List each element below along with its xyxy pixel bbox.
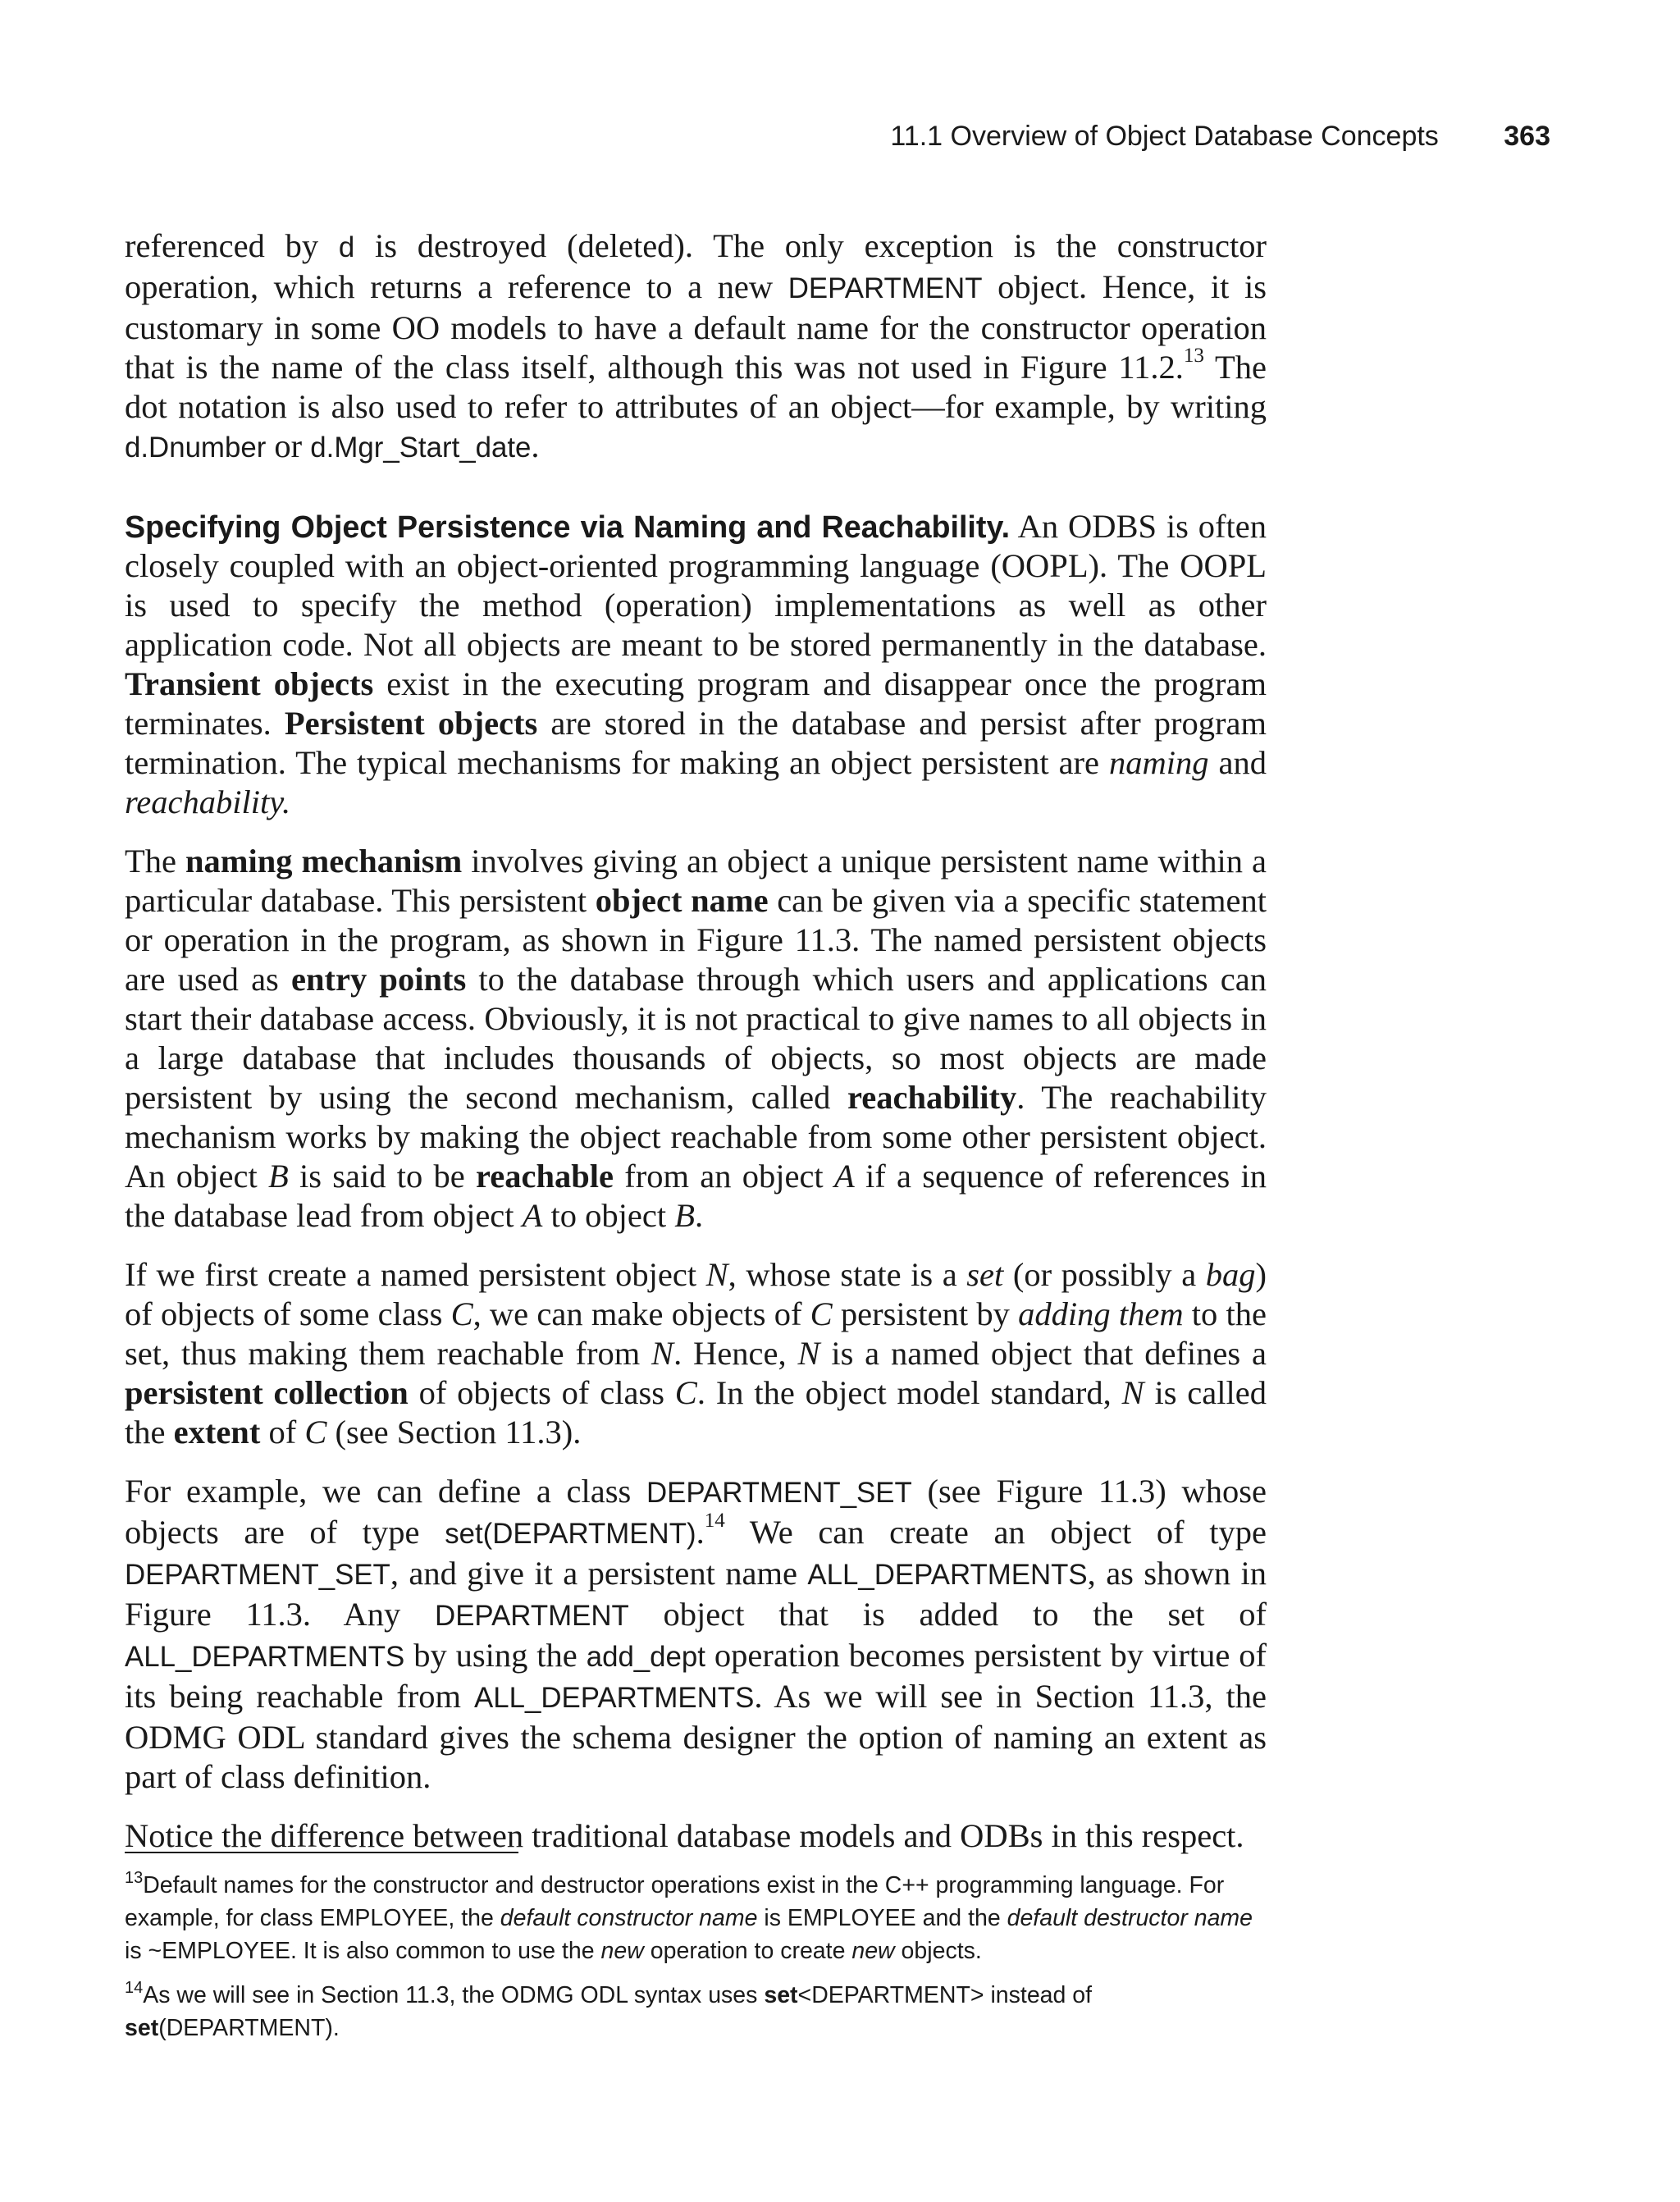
text: persistent by bbox=[832, 1295, 1019, 1332]
italic-term: A bbox=[833, 1158, 855, 1195]
page-number: 363 bbox=[1504, 121, 1550, 152]
italic-term: C bbox=[674, 1374, 697, 1411]
text: ) of objects of some class bbox=[125, 1256, 1267, 1332]
footnotes bbox=[125, 1869, 1267, 2056]
text: is said to be bbox=[288, 1158, 477, 1195]
italic-term: adding them bbox=[1018, 1295, 1184, 1332]
footnote-divider bbox=[125, 1852, 518, 1853]
bold-term: set bbox=[125, 2015, 159, 2041]
text: . In the object model standard, bbox=[696, 1374, 1122, 1411]
text: (see Section 11.3). bbox=[326, 1414, 582, 1450]
bold-term: Persistent objects bbox=[284, 705, 538, 742]
code-term: set(DEPARTMENT) bbox=[445, 1518, 696, 1550]
text: Default names for the constructor and destructor operations exist in the C++ programming language. For example, for class EMPLOYEE, the bbox=[125, 1872, 1225, 1931]
text: is ~EMPLOYEE. It is also common to use the bbox=[125, 1938, 601, 1964]
text: if a sequence of references in the database lead from object bbox=[125, 1158, 1267, 1234]
bold-term: naming mechanism bbox=[185, 843, 463, 879]
paragraph-5 bbox=[125, 1472, 1267, 1797]
text: involves giving an object a unique persistent name within a particular database. This persistent bbox=[125, 843, 1267, 919]
text: of bbox=[260, 1414, 305, 1450]
bold-term: entry points bbox=[291, 961, 467, 998]
text: to the set, thus making them reachable from bbox=[125, 1295, 1267, 1372]
italic-term: default destructor name bbox=[1007, 1905, 1253, 1931]
running-head-section-title: 11.1 Overview of Object Database Concepts bbox=[890, 121, 1439, 152]
text: of objects of class bbox=[408, 1374, 675, 1411]
italic-term: B bbox=[674, 1197, 695, 1234]
italic-term: N bbox=[797, 1335, 820, 1372]
bold-term: Transient objects bbox=[125, 665, 374, 702]
text: or bbox=[266, 427, 311, 464]
text: For example, we can define a class bbox=[125, 1473, 646, 1510]
italic-term: N bbox=[1121, 1374, 1144, 1411]
text: , whose state is a bbox=[728, 1256, 967, 1293]
code-term: DEPARTMENT bbox=[435, 1600, 629, 1632]
text: . Hence, bbox=[673, 1335, 798, 1372]
footnote-ref-14: 14 bbox=[704, 1509, 725, 1532]
footnote-number: 14 bbox=[125, 1979, 144, 1998]
text: is called the bbox=[125, 1374, 1267, 1450]
bold-term: object name bbox=[595, 882, 769, 919]
text: is a named object that defines a bbox=[819, 1335, 1267, 1372]
code-term: DEPARTMENT_SET bbox=[125, 1559, 390, 1591]
text: exist in the executing program and disappear once the program terminates. bbox=[125, 665, 1267, 742]
text: can be given via a specific statement or operation in the program, as shown in Figure 11.3. The named persistent objects are used as bbox=[125, 882, 1267, 998]
italic-term: N bbox=[651, 1335, 674, 1372]
code-term: d.Mgr_Start_date bbox=[310, 432, 532, 464]
text: The dot notation is also used to refer to attributes of an object—for example, by writing bbox=[125, 349, 1267, 425]
text: , and give it a persistent name bbox=[390, 1555, 808, 1592]
italic-term: N bbox=[705, 1256, 728, 1293]
text: and bbox=[1208, 744, 1267, 781]
text: (or possibly a bbox=[1003, 1256, 1206, 1293]
text: to the database through which users and applications can start their database access. Obviously, it is not practical to give names to all objects in a large database that includes thousands of objects, so most objects are made persistent by using the second mechanism, called bbox=[125, 961, 1267, 1116]
bold-term: reachability bbox=[847, 1079, 1017, 1116]
italic-term: default constructor name bbox=[500, 1905, 758, 1931]
code-term: DEPARTMENT bbox=[788, 272, 983, 304]
bold-term: reachable bbox=[476, 1158, 614, 1195]
italic-term: reachability. bbox=[125, 783, 291, 820]
italic-term: bag bbox=[1205, 1256, 1256, 1293]
italic-term: C bbox=[304, 1414, 327, 1450]
code-term: d.Dnumber bbox=[125, 432, 267, 464]
paragraph-3 bbox=[125, 842, 1267, 1236]
footnote-14 bbox=[125, 1979, 1267, 2044]
text: , we can make objects of bbox=[472, 1295, 810, 1332]
text: An ODBS is often closely coupled with an object-oriented programming language (OOPL). The OOPL is used to specify the method (operation) implementations as well as other application code. Not all objects are meant to be stored permanently in the database. bbox=[125, 508, 1267, 663]
page-header bbox=[0, 116, 1550, 156]
text: from an object bbox=[614, 1158, 834, 1195]
code-term: ALL_DEPARTMENTS bbox=[474, 1682, 755, 1714]
code-term: ALL_DEPARTMENTS bbox=[125, 1641, 405, 1673]
text: If we first create a named persistent object bbox=[125, 1256, 706, 1293]
bold-term: persistent collection bbox=[125, 1374, 409, 1411]
bold-term: extent bbox=[173, 1414, 261, 1450]
text: The bbox=[125, 843, 185, 879]
text: are stored in the database and persist after program termination. The typical mechanisms for making an object persistent are bbox=[125, 705, 1267, 781]
italic-term: set bbox=[966, 1256, 1004, 1293]
text: by using the bbox=[404, 1637, 587, 1674]
text: . bbox=[531, 427, 540, 464]
footnote-13 bbox=[125, 1869, 1267, 1967]
text: . As we will see in Section 11.3, the ODMG ODL standard gives the schema designer the option of naming an extent as part of class definition. bbox=[125, 1678, 1267, 1795]
text: As we will see in Section 11.3, the ODMG ODL syntax uses bbox=[143, 1982, 765, 2008]
code-term: d bbox=[338, 231, 355, 263]
text: to object bbox=[542, 1197, 675, 1234]
footnote-number: 13 bbox=[125, 1869, 144, 1888]
text: object. Hence, it is customary in some OO models to have a default name for the constructor operation that is the name of the class itself, although this was not used in Figure 11.2. bbox=[125, 268, 1267, 386]
footnote-ref-13: 13 bbox=[1183, 344, 1204, 367]
text: (DEPARTMENT). bbox=[158, 2015, 340, 2041]
code-term: DEPARTMENT_SET bbox=[646, 1477, 912, 1509]
code-term: ALL_DEPARTMENTS bbox=[807, 1559, 1088, 1591]
body-text bbox=[125, 226, 1267, 1875]
run-in-heading: Specifying Object Persistence via Naming and Reachability. bbox=[125, 509, 1011, 544]
paragraph-1 bbox=[125, 226, 1267, 468]
code-term: add_dept bbox=[586, 1641, 705, 1673]
paragraph-2 bbox=[125, 507, 1267, 822]
text: . The reachability mechanism works by making the object reachable from some other persistent object. An object bbox=[125, 1079, 1267, 1195]
text: Notice the difference between traditional database models and ODBs in this respect. bbox=[125, 1817, 1244, 1854]
text: , as shown in Figure 11.3. Any bbox=[125, 1555, 1267, 1633]
text: We can create an object of type bbox=[724, 1514, 1267, 1551]
bold-term: set bbox=[764, 1982, 798, 2008]
text: operation to create bbox=[643, 1938, 852, 1964]
italic-term: C bbox=[450, 1295, 473, 1332]
italic-term: new bbox=[851, 1938, 895, 1964]
text: referenced by bbox=[125, 227, 339, 264]
italic-term: B bbox=[267, 1158, 289, 1195]
text: objects. bbox=[894, 1938, 982, 1964]
text: (see Figure 11.3) whose objects are of type bbox=[125, 1473, 1267, 1551]
paragraph-6 bbox=[125, 1816, 1267, 1856]
text: <DEPARTMENT> instead of bbox=[797, 1982, 1093, 2008]
paragraph-4 bbox=[125, 1255, 1267, 1452]
italic-term: new bbox=[600, 1938, 644, 1964]
text: is EMPLOYEE and the bbox=[757, 1905, 1007, 1931]
text: . bbox=[696, 1514, 705, 1551]
italic-term: A bbox=[522, 1197, 543, 1234]
text: operation becomes persistent by virtue of its being reachable from bbox=[125, 1637, 1267, 1715]
text: object that is added to the set of bbox=[628, 1596, 1267, 1633]
italic-term: C bbox=[810, 1295, 833, 1332]
italic-term: naming bbox=[1109, 744, 1209, 781]
text: . bbox=[695, 1197, 704, 1234]
text: is destroyed (deleted). The only exception is the constructor operation, which returns a reference to a new bbox=[125, 227, 1267, 305]
